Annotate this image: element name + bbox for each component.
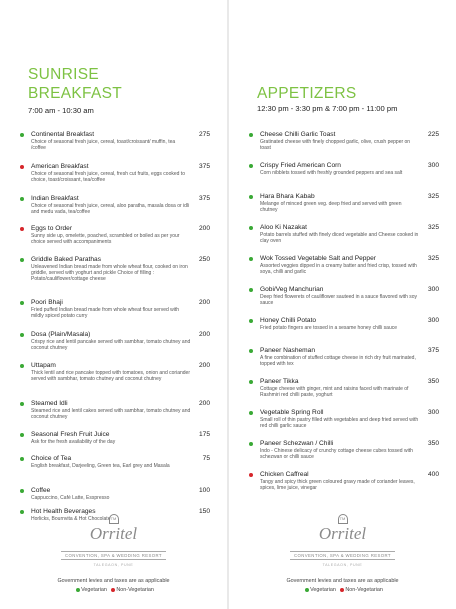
menu-item-price: 200 xyxy=(198,299,210,306)
veg-dot-icon xyxy=(249,442,253,446)
menu-item-description: English breakfast, Darjeeling, Green tea, Earl grey and Masala xyxy=(31,463,170,469)
veg-dot-icon xyxy=(249,164,253,168)
logo-wordmark: Orritel xyxy=(89,524,138,543)
menu-item-price: 375 xyxy=(198,163,210,170)
veg-dot-icon xyxy=(20,258,24,262)
logo-tagline: CONVENTION, SPA & WEDDING RESORT xyxy=(290,551,395,560)
menu-item-price: 400 xyxy=(427,471,439,478)
menu-item-price: 150 xyxy=(198,508,210,515)
menu-item-description: Sunny side up, omelette, poached, scrambled or boiled as per your choice served with accompaniments xyxy=(31,233,180,246)
veg-dot-icon xyxy=(20,133,24,137)
menu-item-price: 300 xyxy=(427,409,439,416)
logo-badge: TM xyxy=(109,514,119,524)
diet-legend xyxy=(229,587,456,593)
veg-legend-label: Vegetarian xyxy=(310,587,336,593)
menu-item-name: Hot Health Beverages xyxy=(31,508,96,515)
veg-dot-icon xyxy=(249,195,253,199)
menu-item-description: Tangy and spicy thick green coloured gravy made of coriander leaves, spices, lime juice, vinegar xyxy=(260,479,415,492)
menu-item-price: 300 xyxy=(427,317,439,324)
menu-item-name: Paneer Tikka xyxy=(260,378,299,385)
menu-item-name: Gobi/Veg Manchurian xyxy=(260,286,324,293)
menu-item-name: Griddle Baked Parathas xyxy=(31,256,102,263)
menu-item-description: Deep fried flowerets of cauliflower sauteed in a sauce flavored with soy sauce xyxy=(260,294,418,307)
menu-item-name: Cheese Chilli Garlic Toast xyxy=(260,131,336,138)
brand-logo xyxy=(0,507,227,567)
veg-legend-label: Vegetarian xyxy=(81,587,107,593)
veg-dot-icon xyxy=(20,197,24,201)
nonveg-dot-icon xyxy=(20,165,24,169)
menu-item-price: 75 xyxy=(202,455,210,462)
menu-item-name: Choice of Tea xyxy=(31,455,72,462)
menu-item-description: Unleavened Indian bread made from whole wheat flour, cooked on iron griddle, served with yoghurt and pickle Choice of filling : Potato/cauliflower/cottage cheese xyxy=(31,264,188,283)
menu-item-name: American Breakfast xyxy=(31,163,89,170)
menu-item-price: 350 xyxy=(427,378,439,385)
menu-item-price: 300 xyxy=(427,286,439,293)
menu-item-name: Indian Breakfast xyxy=(31,195,79,202)
menu-item-price: 275 xyxy=(198,131,210,138)
nonveg-dot-icon xyxy=(20,227,24,231)
menu-item-price: 300 xyxy=(427,162,439,169)
menu-item-description: Horlicks, Bournvita & Hot Chocolate xyxy=(31,516,111,522)
menu-item-description: Melange of minced green veg. deep fried and served with green chutney xyxy=(260,201,402,214)
menu-item-name: Vegetable Spring Roll xyxy=(260,409,324,416)
menu-item-name: Wok Tossed Vegetable Salt and Pepper xyxy=(260,255,376,262)
veg-dot-icon xyxy=(249,319,253,323)
veg-dot-icon xyxy=(249,257,253,261)
veg-dot-icon xyxy=(76,588,80,592)
brand-logo xyxy=(229,507,456,567)
logo-badge: TM xyxy=(338,514,348,524)
section-title xyxy=(28,65,122,103)
veg-dot-icon xyxy=(20,333,24,337)
menu-item-name: Eggs to Order xyxy=(31,225,73,232)
service-hours: 12:30 pm - 3:30 pm & 7:00 pm - 11:00 pm xyxy=(257,104,398,113)
logo-city: TALEGAON, PUNE xyxy=(93,563,134,567)
title-line-2: BREAKFAST xyxy=(28,85,123,102)
veg-dot-icon xyxy=(20,489,24,493)
service-hours: 7:00 am - 10:30 am xyxy=(28,106,94,115)
menu-item-description: Potato barrels stuffed with finely diced vegetable and Cheese cooked in clay oven xyxy=(260,232,419,245)
menu-item-name: Coffee xyxy=(31,487,51,494)
menu-item-description: Thick lentil and rice pancake topped with tomatoes, onion and coriander served with sambhar, tomato chutney and coconut chutney xyxy=(31,370,190,383)
veg-dot-icon xyxy=(20,433,24,437)
menu-item-price: 225 xyxy=(427,131,439,138)
right-menu-page xyxy=(229,0,456,609)
menu-item-name: Hara Bhara Kabab xyxy=(260,193,315,200)
left-menu-page xyxy=(0,0,227,609)
menu-item-name: Continental Breakfast xyxy=(31,131,95,138)
nonveg-dot-icon xyxy=(340,588,344,592)
menu-item-name: Seasonal Fresh Fruit Juice xyxy=(31,431,110,438)
menu-item-price: 325 xyxy=(427,255,439,262)
veg-dot-icon xyxy=(20,457,24,461)
logo-tagline: CONVENTION, SPA & WEDDING RESORT xyxy=(61,551,166,560)
menu-item-name: Uttapam xyxy=(31,362,56,369)
menu-item-price: 325 xyxy=(427,193,439,200)
menu-item-description: Choice of seasonal fresh juice, cereal, aloo paratha, masala dosa or idli and medu vada, tea/coffee xyxy=(31,203,190,216)
menu-item-description: Fried potato fingers are tossed in a sesame honey chilli sauce xyxy=(260,325,398,331)
menu-item-name: Chicken Caffreal xyxy=(260,471,309,478)
logo-city: TALEGAON, PUNE xyxy=(322,563,363,567)
menu-item-price: 375 xyxy=(198,195,210,202)
menu-item-description: Crispy rice and lentil pancake served with sambhar, tomato chutney and coconut chutney xyxy=(31,339,191,352)
menu-item-description: Fried puffed Indian bread made from whole wheat flour served with mildly spiced potato curry xyxy=(31,307,180,320)
veg-dot-icon xyxy=(249,226,253,230)
menu-item-price: 175 xyxy=(198,431,210,438)
veg-dot-icon xyxy=(249,380,253,384)
veg-dot-icon xyxy=(20,364,24,368)
title-line-1: SUNRISE xyxy=(28,66,100,83)
veg-dot-icon xyxy=(249,411,253,415)
veg-dot-icon xyxy=(249,288,253,292)
tax-note: Government levies and taxes are as applicable xyxy=(286,578,399,584)
menu-item-name: Paneer Nasheman xyxy=(260,347,315,354)
menu-item-price: 350 xyxy=(427,440,439,447)
menu-item-name: Honey Chilli Potato xyxy=(260,317,317,324)
veg-dot-icon xyxy=(305,588,309,592)
menu-item-price: 200 xyxy=(198,362,210,369)
veg-dot-icon xyxy=(20,402,24,406)
nonveg-legend-label: Non-Vegetarian xyxy=(345,587,383,593)
logo-wordmark: Orritel xyxy=(318,524,367,543)
menu-item-description: Gratinated cheese with finely chopped garlic, olive, crush pepper on toast xyxy=(260,139,411,152)
menu-item-name: Crispy Fried American Corn xyxy=(260,162,341,169)
menu-item-description: Choice of seasonal fresh juice, cereal, fresh cut fruits, eggs cooked to choice, toast/croissant, tea/coffee xyxy=(31,171,185,184)
section-title: APPETIZERS xyxy=(257,85,357,102)
menu-item-name: Poori Bhaji xyxy=(31,299,63,306)
menu-item-price: 200 xyxy=(198,331,210,338)
menu-item-name: Dosa (Plain/Masala) xyxy=(31,331,91,338)
menu-item-name: Steamed Idli xyxy=(31,400,68,407)
veg-dot-icon xyxy=(20,301,24,305)
nonveg-dot-icon xyxy=(111,588,115,592)
menu-item-price: 325 xyxy=(427,224,439,231)
menu-item-description: Cappuccino, Café Latte, Esspresso xyxy=(31,495,110,501)
menu-item-description: Assorted veggies dipped in a creamy batter and fried crisp, tossed with soya, chilli and garlic xyxy=(260,263,417,276)
menu-item-name: Aloo Ki Nazakat xyxy=(260,224,307,231)
diet-legend xyxy=(0,587,227,593)
menu-item-description: Steamed rice and lentil cakes served with sambhar, tomato chutney and coconut chutney xyxy=(31,408,191,421)
menu-item-description: A fine combination of stuffed cottage cheese in rich dry fruit marinated, topped with tex xyxy=(260,355,416,368)
menu-item-description: Cottage cheese with ginger, mint and raisins faced with marinate of Rashmiri red chilli paste, yoghurt xyxy=(260,386,409,399)
menu-item-price: 200 xyxy=(198,225,210,232)
menu-item-price: 375 xyxy=(427,347,439,354)
menu-item-description: Choice of seasonal fresh juice, cereal, toast/croissant/ muffin, tea /coffee xyxy=(31,139,176,152)
menu-item-description: Ask for the fresh availability of the day xyxy=(31,439,116,445)
menu-item-price: 250 xyxy=(198,256,210,263)
menu-item-price: 200 xyxy=(198,400,210,407)
menu-item-description: Small roll of thin pastry filled with vegetables and deep fried served with red chilli garlic sauce xyxy=(260,417,419,430)
tax-note: Government levies and taxes are as applicable xyxy=(57,578,170,584)
menu-item-price: 100 xyxy=(198,487,210,494)
menu-item-description: Corn nibblets tossed with freshly grounded peppers and sea salt xyxy=(260,170,403,176)
veg-dot-icon xyxy=(249,133,253,137)
veg-dot-icon xyxy=(249,349,253,353)
menu-item-name: Paneer Schezwan / Chilli xyxy=(260,440,334,447)
nonveg-dot-icon xyxy=(249,473,253,477)
menu-item-description: Indo - Chinese delicacy of crunchy cottage cheese cubes tossed with schezwan or chilli sauce xyxy=(260,448,413,461)
nonveg-legend-label: Non-Vegetarian xyxy=(116,587,154,593)
